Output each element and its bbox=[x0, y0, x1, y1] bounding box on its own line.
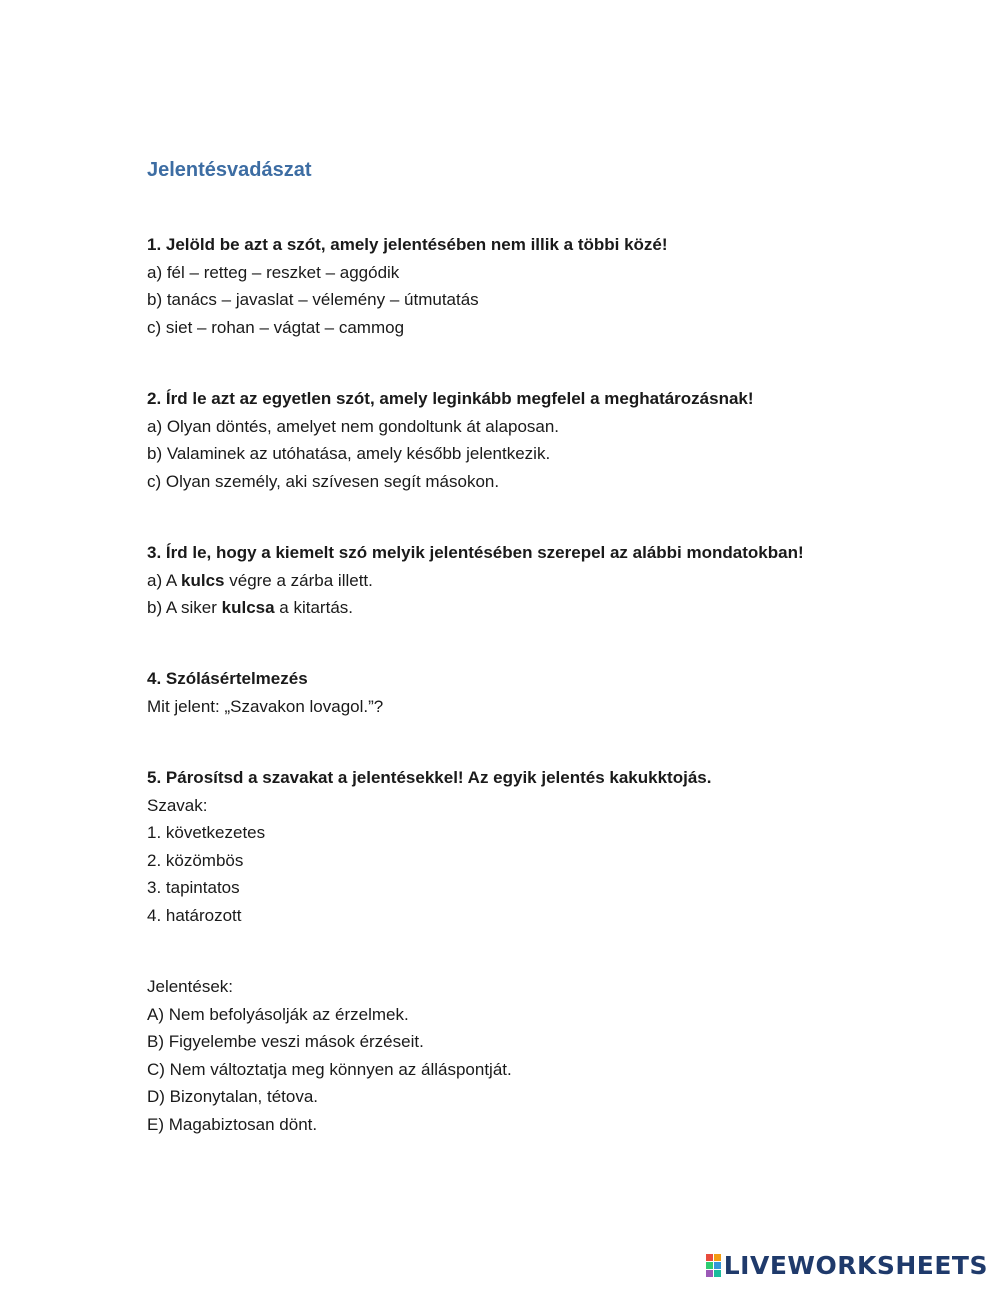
words-label: Szavak: bbox=[147, 795, 208, 815]
logo-blocks-icon bbox=[706, 1254, 721, 1277]
question-1-heading: 1. Jelöld be azt a szót, amely jelentésében nem illik a többi közé! bbox=[147, 235, 668, 254]
meanings-list bbox=[147, 973, 512, 1138]
question-2-item-b: b) Valaminek az utóhatása, amely később jelentkezik. bbox=[147, 444, 551, 463]
question-5-heading: 5. Párosítsd a szavakat a jelentésekkel! Az egyik jelentés kakukktojás. bbox=[147, 768, 712, 787]
question-1-item-b: b) tanács – javaslat – vélemény – útmutatás bbox=[147, 290, 479, 309]
meaning-item: B) Figyelembe veszi mások érzéseit. bbox=[147, 1032, 424, 1051]
question-4 bbox=[147, 665, 383, 720]
logo-block bbox=[714, 1254, 721, 1261]
word-item: 3. tapintatos bbox=[147, 878, 240, 897]
question-3-item-a bbox=[147, 567, 804, 595]
question-3-item-b bbox=[147, 594, 804, 622]
logo-block bbox=[714, 1270, 721, 1277]
question-1-item-c: c) siet – rohan – vágtat – cammog bbox=[147, 317, 405, 337]
question-3-heading: 3. Írd le, hogy a kiemelt szó melyik jelentésében szerepel az alábbi mondatokban! bbox=[147, 543, 804, 562]
question-4-heading: 4. Szólásértelmezés bbox=[147, 669, 308, 688]
question-3 bbox=[147, 539, 804, 622]
question-3-b-prefix: b) A siker bbox=[147, 598, 222, 617]
word-item: 1. következetes bbox=[147, 823, 266, 842]
meaning-item: A) Nem befolyásolják az érzelmek. bbox=[147, 1004, 409, 1024]
question-3-a-suffix: végre a zárba illett. bbox=[224, 570, 373, 590]
question-5 bbox=[147, 764, 711, 929]
logo-block bbox=[706, 1254, 713, 1261]
question-2-heading: 2. Írd le azt az egyetlen szót, amely leginkább megfelel a meghatározásnak! bbox=[147, 389, 754, 408]
question-1-item-a: a) fél – retteg – reszket – aggódik bbox=[147, 262, 400, 282]
logo-block bbox=[706, 1270, 713, 1277]
question-4-text: Mit jelent: „Szavakon lovagol.”? bbox=[147, 696, 384, 716]
worksheet-title: Jelentésvadászat bbox=[147, 159, 312, 181]
question-2-item-a: a) Olyan döntés, amelyet nem gondoltunk át alaposan. bbox=[147, 416, 560, 436]
logo-block bbox=[706, 1262, 713, 1269]
question-3-b-suffix: a kitartás. bbox=[274, 598, 353, 617]
liveworksheets-logo bbox=[706, 1251, 988, 1280]
word-item: 4. határozott bbox=[147, 905, 242, 925]
meaning-item: C) Nem változtatja meg könnyen az álláspontját. bbox=[147, 1059, 512, 1079]
question-3-a-prefix: a) A bbox=[147, 570, 182, 590]
question-2 bbox=[147, 385, 754, 495]
meaning-item: D) Bizonytalan, tétova. bbox=[147, 1087, 319, 1106]
question-3-a-keyword: kulcs bbox=[181, 570, 225, 590]
logo-block bbox=[714, 1262, 721, 1269]
logo-text: LIVEWORKSHEETS bbox=[723, 1251, 988, 1280]
question-3-b-keyword: kulcsa bbox=[221, 598, 275, 617]
meanings-label: Jelentések: bbox=[147, 977, 233, 996]
word-item: 2. közömbös bbox=[147, 850, 244, 870]
meaning-item: E) Magabiztosan dönt. bbox=[147, 1114, 318, 1134]
question-2-item-c: c) Olyan személy, aki szívesen segít másokon. bbox=[147, 471, 500, 491]
question-1 bbox=[147, 231, 668, 341]
